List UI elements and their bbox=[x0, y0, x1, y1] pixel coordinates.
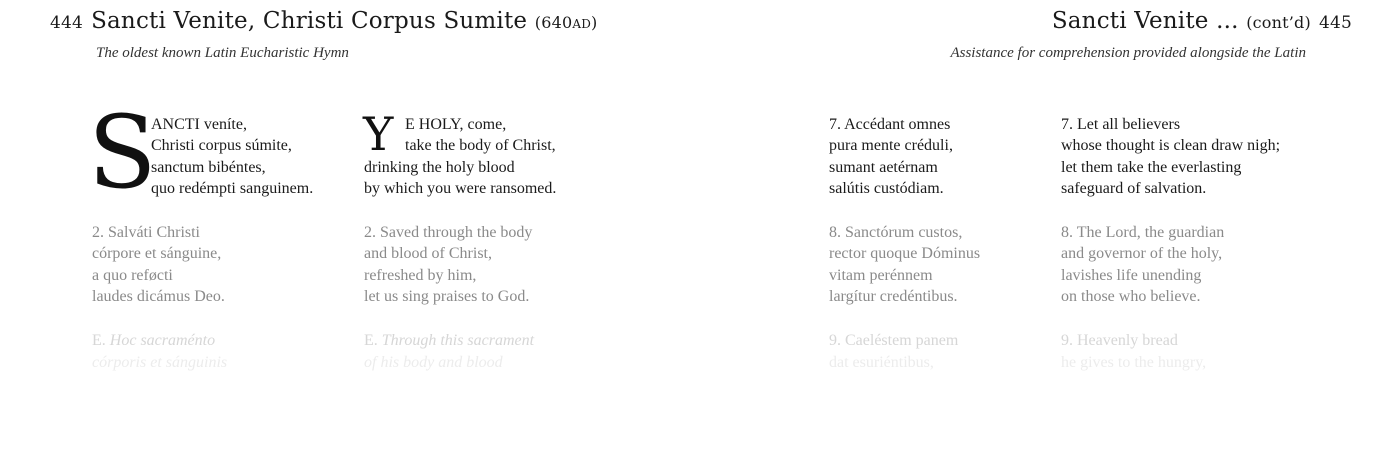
dropcap-s: S bbox=[88, 94, 157, 211]
latin-stanza-7 bbox=[829, 114, 1049, 199]
left-page-number: 444 bbox=[50, 13, 84, 33]
verse-line: 9. Heavenly bread bbox=[1061, 332, 1178, 350]
verse-line: Christi corpus súmite, bbox=[151, 137, 292, 155]
verse-line: of his body and blood bbox=[364, 353, 503, 371]
verse-text: Through this sacrament bbox=[381, 332, 535, 350]
dropcap-y: Y bbox=[363, 107, 394, 161]
verse-line: whose thought is clean draw nigh; bbox=[1061, 137, 1281, 155]
verse-line: quo redémpti sanguinem. bbox=[151, 179, 314, 197]
verse-line: pura mente créduli, bbox=[829, 137, 953, 155]
verse-line: drinking the holy blood bbox=[364, 158, 515, 176]
verse-line: 2. Salváti Christi bbox=[92, 224, 200, 242]
left-english-column bbox=[363, 107, 614, 374]
left-page-subtitle: The oldest known Latin Eucharistic Hymn bbox=[96, 45, 349, 61]
right-page-title-cont: (cont’d) bbox=[1246, 13, 1311, 32]
latin-stanza-3 bbox=[92, 330, 350, 371]
verse-line: 8. The Lord, the guardian bbox=[1061, 224, 1225, 242]
left-page-header bbox=[50, 8, 598, 34]
english-stanza-8 bbox=[1061, 222, 1361, 307]
verse-line: 9. Caeléstem panem bbox=[829, 332, 959, 350]
title-date bbox=[535, 13, 598, 32]
right-page-header bbox=[1052, 8, 1352, 34]
verse-line: a quo reføcti bbox=[92, 266, 173, 284]
verse-line: córporis et sánguinis bbox=[92, 353, 228, 371]
verse-line: córpore et sánguine, bbox=[92, 245, 222, 263]
left-page-title: Sancti Venite, Christi Corpus Sumite bbox=[91, 8, 528, 34]
verse-line: 7. Let all believers bbox=[1061, 116, 1181, 133]
verse-text: Hoc sacraménto bbox=[109, 332, 216, 350]
verse-line: on those who believe. bbox=[1061, 288, 1201, 306]
verse-line: dat esuriéntibus, bbox=[829, 353, 934, 371]
title-date-suffix: AD bbox=[572, 17, 592, 31]
verse-line: salútis custódiam. bbox=[829, 179, 944, 197]
verse-line: 7. Accédant omnes bbox=[829, 116, 951, 133]
verse-line: he gives to the hungry, bbox=[1061, 353, 1207, 371]
verse-line: sanctum bibéntes, bbox=[151, 158, 266, 176]
verse-line: sumant aetérnam bbox=[829, 158, 938, 176]
title-date-close: ) bbox=[591, 13, 598, 32]
verse-line: lavishes life unending bbox=[1061, 266, 1202, 284]
latin-stanza-1 bbox=[88, 94, 350, 211]
stanza-prefix: E. bbox=[364, 332, 382, 350]
english-stanza-7 bbox=[1061, 114, 1361, 199]
verse-line: safeguard of salvation. bbox=[1061, 179, 1207, 197]
right-page-title: Sancti Venite ... bbox=[1051, 8, 1239, 34]
verse-line: ANCTI veníte, bbox=[151, 116, 247, 133]
left-latin-column bbox=[88, 94, 350, 374]
verse-line: refreshed by him, bbox=[364, 266, 477, 284]
verse-line: 8. Sanctórum custos, bbox=[829, 224, 963, 242]
right-latin-column bbox=[829, 114, 1049, 374]
right-page-subtitle: Assistance for comprehension provided alongside the Latin bbox=[950, 45, 1306, 61]
stanza-prefix: E. bbox=[92, 332, 110, 350]
verse-line: let them take the everlasting bbox=[1061, 158, 1242, 176]
verse-line: E HOLY, come, bbox=[405, 116, 507, 133]
verse-line: take the body of Christ, bbox=[405, 137, 556, 155]
verse-line: and blood of Christ, bbox=[364, 245, 492, 263]
english-stanza-2 bbox=[364, 222, 614, 307]
right-english-column bbox=[1061, 114, 1361, 374]
latin-stanza-9 bbox=[829, 330, 1049, 371]
english-stanza-1 bbox=[363, 107, 614, 199]
verse-line bbox=[364, 330, 614, 351]
latin-stanza-2 bbox=[92, 222, 350, 307]
title-date-open: (640 bbox=[534, 13, 573, 32]
verse-line bbox=[92, 330, 350, 351]
english-stanza-9 bbox=[1061, 330, 1361, 371]
english-stanza-3 bbox=[364, 330, 614, 371]
verse-line: 2. Saved through the body bbox=[364, 224, 533, 242]
right-page-number: 445 bbox=[1318, 13, 1352, 33]
verse-line: largítur credéntibus. bbox=[829, 288, 958, 306]
verse-line: laudes dicámus Deo. bbox=[92, 288, 225, 306]
latin-stanza-8 bbox=[829, 222, 1049, 307]
verse-line: vitam perénnem bbox=[829, 266, 933, 284]
verse-line: let us sing praises to God. bbox=[364, 288, 530, 306]
verse-line: rector quoque Dóminus bbox=[829, 245, 981, 263]
verse-line: by which you were ransomed. bbox=[364, 179, 557, 197]
verse-line: and governor of the holy, bbox=[1061, 245, 1223, 263]
